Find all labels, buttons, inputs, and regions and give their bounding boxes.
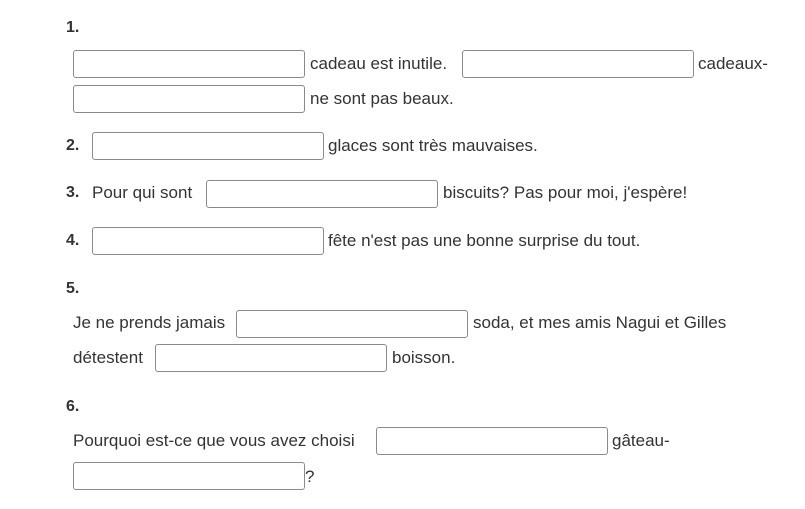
question-3-number: 3.	[66, 184, 80, 201]
question-6-blank-2[interactable]	[73, 462, 305, 490]
question-5-text-2: soda, et mes amis Nagui et Gilles	[473, 313, 727, 332]
question-6-text-2: gâteau-	[612, 431, 670, 450]
question-6-text-3: ?	[305, 467, 315, 486]
question-3-blank-1[interactable]	[206, 180, 438, 208]
question-2-blank-1[interactable]	[92, 132, 324, 160]
question-5-text-3: détestent	[73, 348, 143, 367]
question-5-number: 5.	[66, 280, 80, 297]
question-1-blank-1[interactable]	[73, 50, 305, 78]
question-6-blank-1[interactable]	[376, 427, 608, 455]
question-6-number: 6.	[66, 398, 80, 415]
question-2-number: 2.	[66, 137, 80, 154]
question-5-text-4: boisson.	[392, 348, 456, 367]
question-4-number: 4.	[66, 232, 80, 249]
question-5-text-1: Je ne prends jamais	[73, 313, 226, 332]
question-1-text-2: cadeaux-	[698, 54, 768, 73]
question-1-number: 1.	[66, 19, 80, 36]
question-3-text-2: biscuits? Pas pour moi, j'espère!	[443, 183, 688, 202]
question-2-text-1: glaces sont très mauvaises.	[328, 136, 538, 155]
question-5-blank-1[interactable]	[236, 310, 468, 338]
question-1-blank-3[interactable]	[73, 85, 305, 113]
question-1-text-3: ne sont pas beaux.	[310, 89, 454, 108]
question-4-blank-1[interactable]	[92, 227, 324, 255]
question-1-blank-2[interactable]	[462, 50, 694, 78]
question-3-text-1: Pour qui sont	[92, 183, 193, 202]
question-4-text-1: fête n'est pas une bonne surprise du tout.	[328, 231, 641, 250]
question-6-text-1: Pourquoi est-ce que vous avez choisi	[73, 431, 355, 450]
question-1-text-1: cadeau est inutile.	[310, 54, 448, 73]
question-5-blank-2[interactable]	[155, 344, 387, 372]
